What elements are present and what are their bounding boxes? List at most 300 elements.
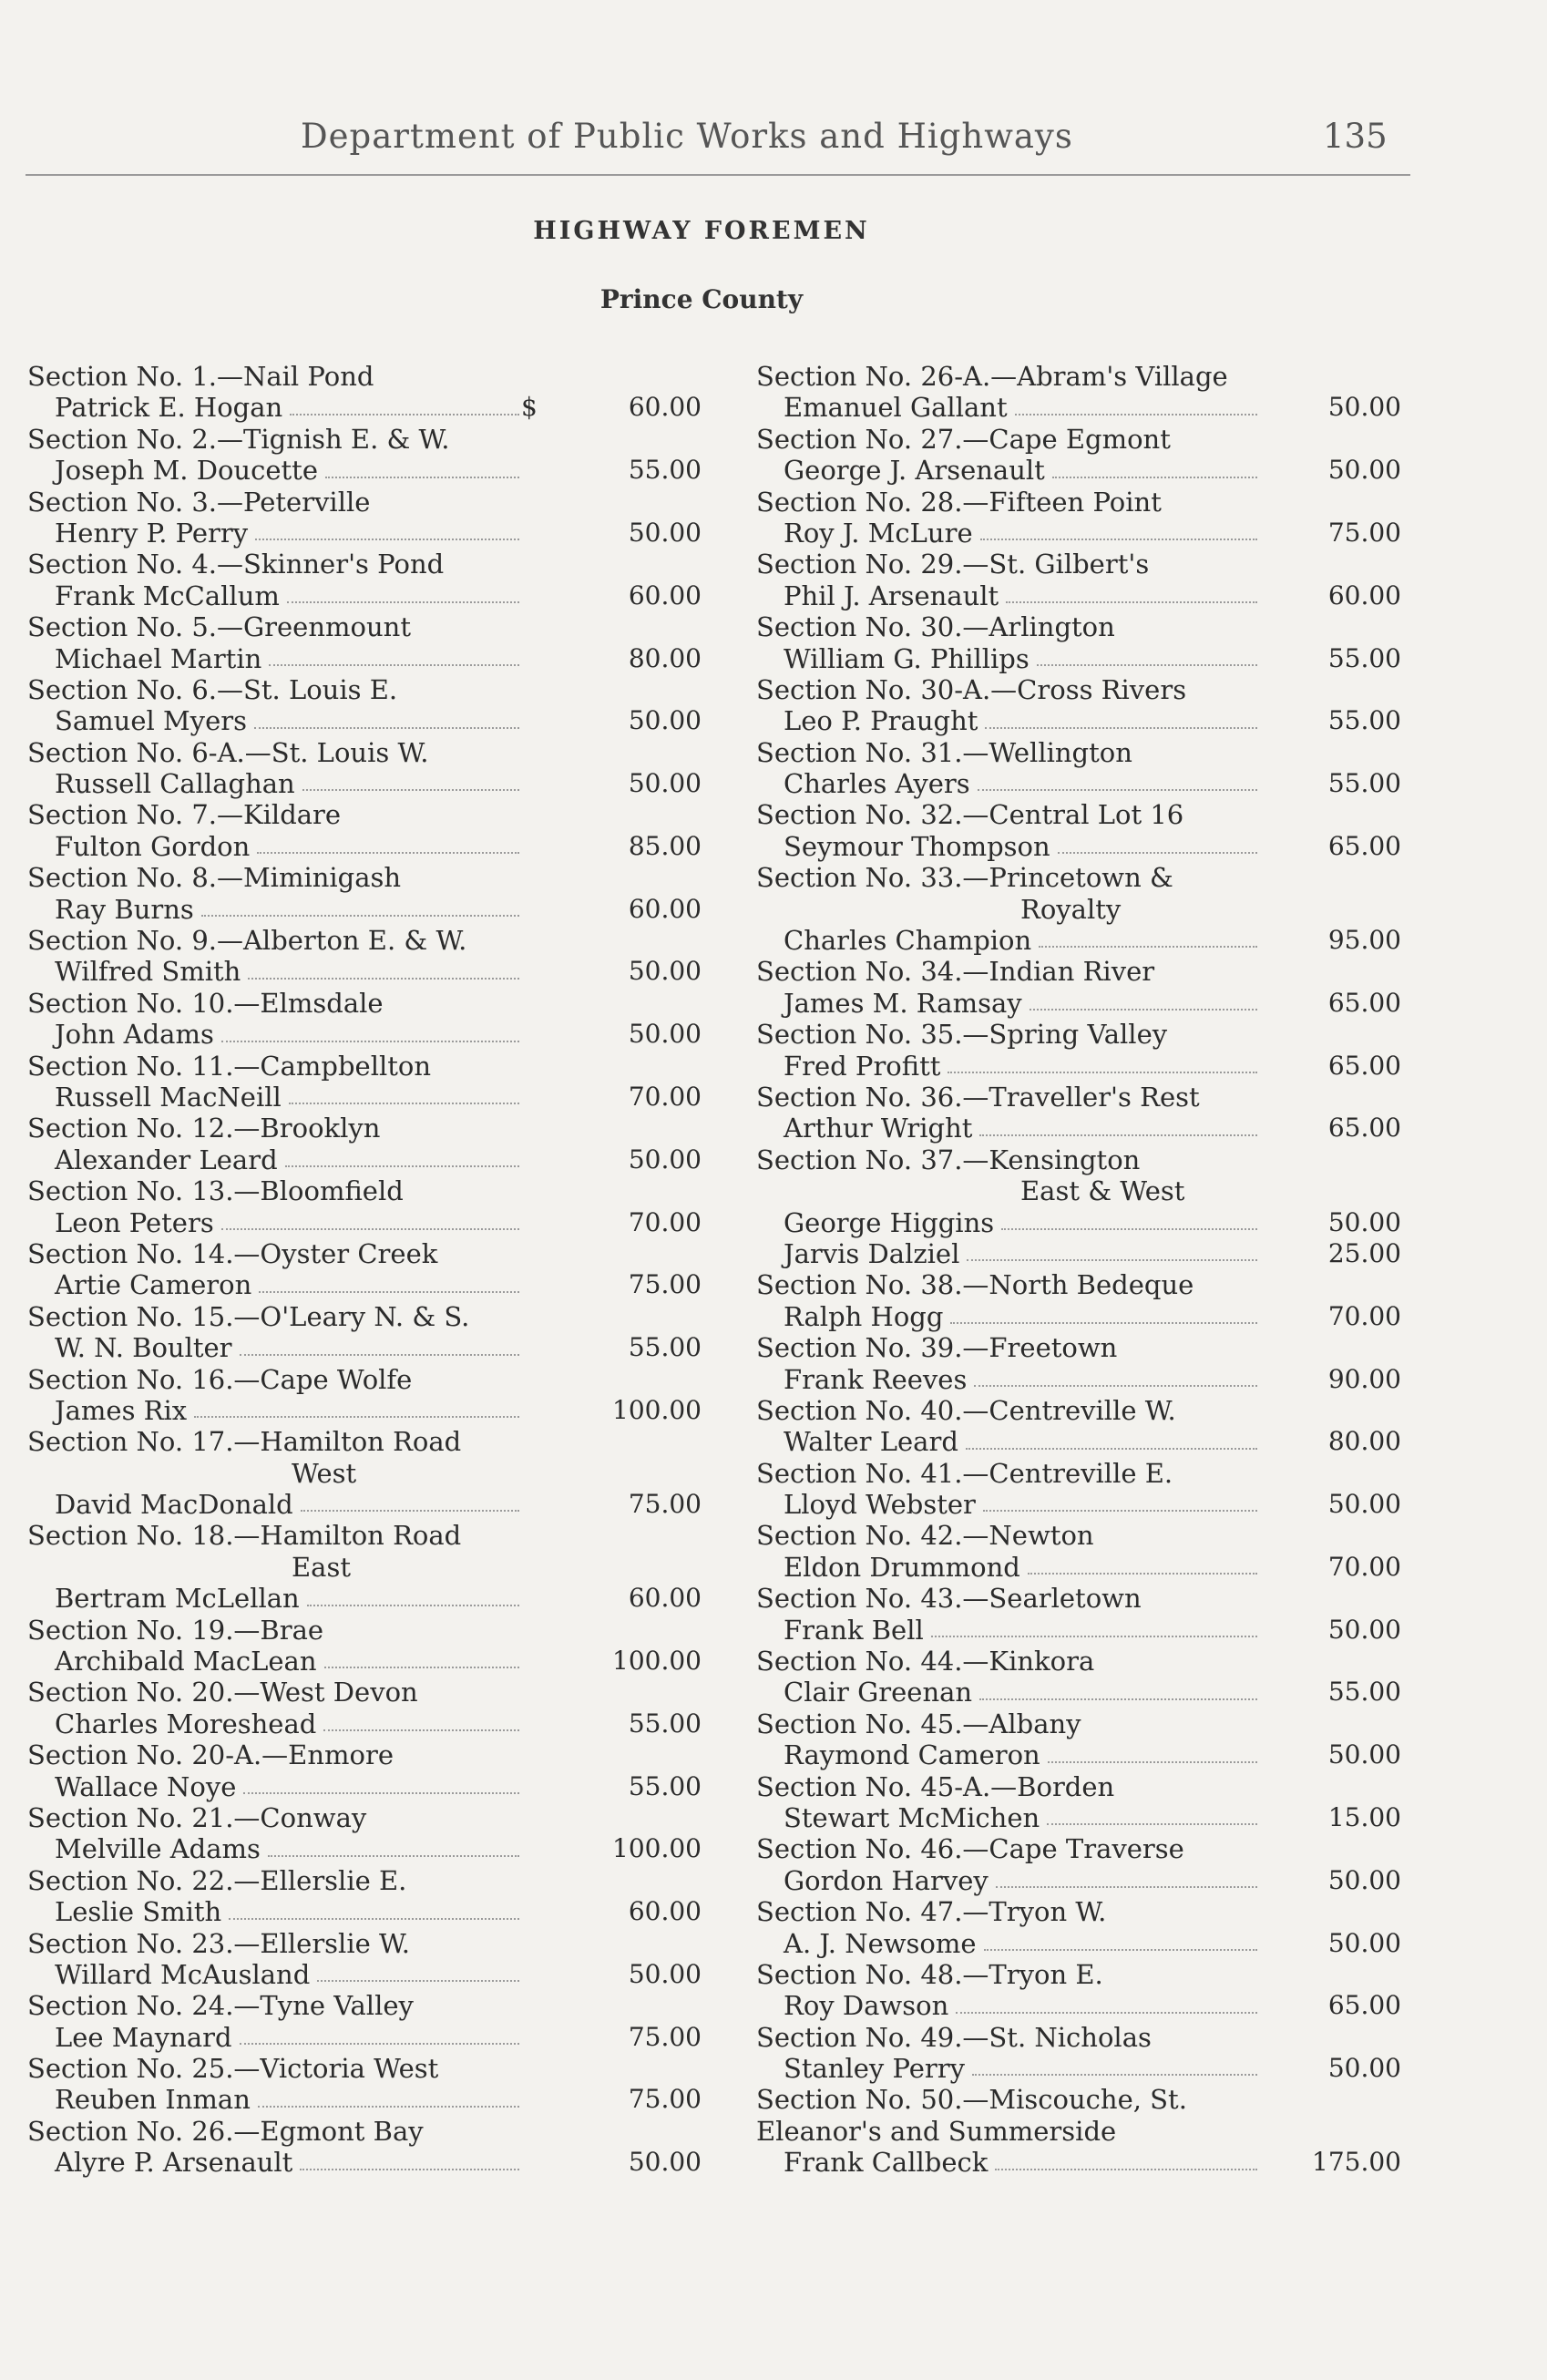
- section-heading: [756, 1646, 1421, 1677]
- section-label: Section No. 30.—Arlington: [756, 611, 1115, 643]
- section-label: Section No. 26.—Egmont Bay: [27, 2115, 424, 2147]
- wage-amount: 50.00: [628, 956, 702, 987]
- section-heading: [27, 1802, 702, 1833]
- foreman-row: [27, 1896, 702, 1927]
- foreman-name: Ray Burns: [55, 893, 194, 925]
- section-label: Section No. 7.—Kildare: [27, 799, 342, 831]
- section-title: HIGHWAY FOREMEN: [533, 217, 870, 245]
- foreman-row: [27, 643, 702, 674]
- wage-amount: 50.00: [1327, 455, 1401, 486]
- foreman-row: [756, 1426, 1421, 1457]
- section-label: Section No. 5.—Greenmount: [27, 611, 411, 643]
- foreman-row: [27, 1019, 702, 1050]
- wage-amount: 50.00: [628, 517, 702, 548]
- foreman-name: Alyre P. Arsenault: [55, 2147, 293, 2179]
- section-heading: [756, 1833, 1421, 1864]
- dot-leader: [956, 2012, 1257, 2014]
- foreman-row: [756, 1928, 1421, 1959]
- wage-amount: 70.00: [628, 1081, 702, 1112]
- dot-leader: [301, 1510, 519, 1512]
- section-heading: [27, 1928, 702, 1959]
- dot-leader: [1006, 601, 1257, 603]
- section-continuation: [756, 1175, 1421, 1206]
- section-heading: [27, 1051, 702, 1082]
- wage-amount: 50.00: [628, 705, 702, 736]
- foreman-name: Michael Martin: [55, 642, 262, 674]
- section-label: Section No. 15.—O'Leary N. & S.: [27, 1300, 470, 1332]
- section-label: Section No. 3.—Peterville: [27, 486, 371, 518]
- dot-leader: [307, 1605, 519, 1606]
- foreman-name: Walter Leard: [784, 1426, 958, 1458]
- section-heading: [756, 862, 1421, 893]
- foreman-row: [27, 1207, 702, 1238]
- foreman-name: Artie Cameron: [55, 1269, 252, 1301]
- foreman-row: [756, 925, 1421, 956]
- dot-leader: [1037, 664, 1257, 666]
- section-label: Section No. 20.—West Devon: [27, 1677, 418, 1708]
- section-label: Section No. 49.—St. Nicholas: [756, 2021, 1152, 2053]
- foreman-row: [756, 1990, 1421, 2021]
- foreman-name: Archibald MacLean: [55, 1646, 317, 1677]
- wage-amount: 55.00: [628, 455, 702, 486]
- dot-leader: [317, 1980, 519, 1982]
- wage-amount: 75.00: [1327, 517, 1401, 548]
- foreman-row: [756, 1301, 1421, 1332]
- foreman-name: Roy Dawson: [784, 1990, 949, 2022]
- section-label: Section No. 39.—Freetown: [756, 1332, 1118, 1364]
- dot-leader: [948, 1072, 1257, 1073]
- wage-amount: 50.00: [628, 768, 702, 799]
- dot-leader: [966, 1448, 1257, 1450]
- section-heading: [756, 1896, 1421, 1927]
- foreman-name: Jarvis Dalziel: [784, 1237, 960, 1269]
- foreman-name: David MacDonald: [55, 1489, 293, 1521]
- wage-amount: 65.00: [1327, 1050, 1401, 1081]
- dot-leader: [995, 2169, 1257, 2170]
- foreman-name: Reuben Inman: [55, 2084, 251, 2116]
- foreman-row: [27, 768, 702, 799]
- section-label: Section No. 2.—Tignish E. & W.: [27, 423, 450, 455]
- foreman-row: [756, 1113, 1421, 1144]
- foreman-row: [27, 2022, 702, 2053]
- foreman-row: [756, 705, 1421, 736]
- section-label: Section No. 1.—Nail Pond: [27, 361, 374, 392]
- section-heading: [756, 956, 1421, 987]
- wage-amount: 50.00: [628, 2147, 702, 2178]
- section-heading: [27, 988, 702, 1019]
- foreman-row: [27, 1332, 702, 1363]
- wage-amount: 55.00: [628, 1770, 702, 1801]
- foreman-name: Henry P. Perry: [55, 517, 249, 549]
- dot-leader: [1028, 1573, 1257, 1575]
- section-heading: [27, 1364, 702, 1395]
- wage-amount: 60.00: [628, 1583, 702, 1614]
- section-label: Section No. 4.—Skinner's Pond: [27, 549, 445, 580]
- foreman-row: [27, 1489, 702, 1520]
- wage-amount: 50.00: [1327, 1614, 1401, 1645]
- section-heading: [756, 2116, 1421, 2147]
- dot-leader: [221, 1228, 519, 1230]
- section-heading: [756, 1771, 1421, 1802]
- foreman-name: Alexander Leard: [55, 1144, 278, 1175]
- foreman-name: W. N. Boulter: [55, 1332, 232, 1364]
- foreman-name: Roy J. McLure: [784, 517, 973, 549]
- foreman-name: George Higgins: [784, 1206, 995, 1238]
- dot-leader: [323, 1729, 519, 1731]
- section-label: Section No. 25.—Victoria West: [27, 2053, 439, 2085]
- section-heading: [27, 799, 702, 830]
- section-heading: [756, 737, 1421, 768]
- foreman-name: Frank McCallum: [55, 580, 280, 611]
- wage-amount: 65.00: [1327, 1990, 1401, 2021]
- wage-amount: 60.00: [628, 392, 702, 423]
- dot-leader: [979, 1134, 1257, 1136]
- section-label: Section No. 19.—Brae: [27, 1614, 324, 1646]
- running-header: [0, 117, 1547, 162]
- section-label: Section No. 8.—Miminigash: [27, 862, 402, 894]
- wage-amount: 50.00: [1327, 1489, 1401, 1520]
- foreman-name: Arthur Wright: [784, 1113, 973, 1144]
- dot-leader: [194, 1416, 519, 1418]
- foreman-row: [27, 455, 702, 486]
- wage-amount: 50.00: [1327, 1206, 1401, 1237]
- section-heading: [27, 2053, 702, 2084]
- dot-leader: [258, 2106, 519, 2108]
- dot-leader: [285, 1165, 519, 1167]
- section-heading: [756, 2084, 1421, 2115]
- section-label: West: [292, 1457, 357, 1489]
- section-heading: [756, 1144, 1421, 1175]
- section-heading: [27, 674, 702, 705]
- section-label: Section No. 28.—Fifteen Point: [756, 486, 1162, 518]
- wage-amount: 50.00: [1327, 392, 1401, 423]
- foreman-name: Gordon Harvey: [784, 1864, 989, 1896]
- section-label: Section No. 9.—Alberton E. & W.: [27, 925, 467, 957]
- foreman-row: [27, 1833, 702, 1864]
- foreman-name: Samuel Myers: [55, 705, 247, 737]
- section-label: Section No. 45-A.—Borden: [756, 1770, 1115, 1802]
- section-label: Section No. 10.—Elmsdale: [27, 987, 384, 1019]
- wage-amount: 85.00: [628, 830, 702, 861]
- section-heading: [27, 1739, 702, 1770]
- foreman-row: [27, 1771, 702, 1802]
- dot-leader: [268, 1855, 519, 1857]
- section-heading: [27, 2116, 702, 2147]
- dot-leader: [1039, 946, 1257, 948]
- section-heading: [756, 1520, 1421, 1551]
- foreman-row: [27, 831, 702, 862]
- foreman-name: Eldon Drummond: [784, 1551, 1020, 1583]
- section-heading: [756, 1708, 1421, 1739]
- foreman-row: [27, 2147, 702, 2178]
- wage-amount: 50.00: [1327, 1739, 1401, 1770]
- section-heading: [27, 1677, 702, 1708]
- dot-leader: [1015, 414, 1257, 415]
- foreman-name: Fulton Gordon: [55, 830, 251, 862]
- section-heading: [756, 611, 1421, 642]
- running-title: Department of Public Works and Highways: [301, 117, 1073, 156]
- foreman-row: [756, 1051, 1421, 1082]
- dot-leader: [1030, 1009, 1257, 1010]
- wage-amount: 100.00: [612, 1394, 702, 1425]
- wage-amount: 100.00: [612, 1833, 702, 1864]
- foreman-row: [27, 1082, 702, 1113]
- foreman-name: Raymond Cameron: [784, 1739, 1040, 1771]
- section-label: Section No. 36.—Traveller's Rest: [756, 1081, 1200, 1113]
- dot-leader: [1058, 852, 1257, 854]
- foreman-row: [756, 1489, 1421, 1520]
- section-label: Section No. 21.—Conway: [27, 1801, 367, 1833]
- dot-leader: [243, 1792, 519, 1794]
- section-heading: [27, 1865, 702, 1896]
- section-label: Royalty: [1020, 893, 1122, 925]
- section-heading: [27, 925, 702, 956]
- section-heading: [27, 1175, 702, 1206]
- dot-leader: [974, 1385, 1257, 1387]
- section-heading: [27, 1113, 702, 1144]
- section-label: Section No. 26-A.—Abram's Village: [756, 361, 1228, 392]
- section-continuation: [756, 894, 1421, 925]
- foreman-row: [756, 1865, 1421, 1896]
- foreman-name: Russell MacNeill: [55, 1081, 282, 1113]
- section-label: Section No. 40.—Centreville W.: [756, 1394, 1176, 1426]
- dot-leader: [1001, 1228, 1257, 1230]
- dot-leader: [289, 1103, 519, 1104]
- dot-leader: [240, 2043, 519, 2045]
- wage-amount: 50.00: [1327, 1927, 1401, 1958]
- wage-amount: 60.00: [628, 1896, 702, 1927]
- section-label: Section No. 6-A.—St. Louis W.: [27, 736, 429, 768]
- dot-leader: [931, 1636, 1257, 1637]
- foreman-name: Wallace Noye: [55, 1770, 237, 1802]
- foreman-row: [27, 1583, 702, 1614]
- section-heading: [756, 799, 1421, 830]
- section-heading: [27, 424, 702, 455]
- section-label: Section No. 29.—St. Gilbert's: [756, 549, 1150, 580]
- foreman-row: [756, 518, 1421, 549]
- wage-amount: 60.00: [628, 580, 702, 610]
- foreman-row: [756, 643, 1421, 674]
- foreman-row: [27, 705, 702, 736]
- foreman-name: Stanley Perry: [784, 2053, 966, 2085]
- foreman-name: Phil J. Arsenault: [784, 580, 999, 611]
- foreman-name: Leo P. Praught: [784, 705, 978, 737]
- wage-amount: 55.00: [1327, 768, 1401, 799]
- section-heading: [27, 487, 702, 518]
- foreman-name: Seymour Thompson: [784, 830, 1050, 862]
- foreman-name: A. J. Newsome: [784, 1927, 977, 1959]
- wage-amount: 60.00: [628, 893, 702, 924]
- section-heading: [756, 1082, 1421, 1113]
- section-heading: [27, 1990, 702, 2021]
- wage-amount: 70.00: [1327, 1300, 1401, 1331]
- foreman-name: Lloyd Webster: [784, 1489, 976, 1521]
- section-label: Section No. 47.—Tryon W.: [756, 1896, 1107, 1928]
- section-label: Section No. 23.—Ellerslie W.: [27, 1927, 410, 1959]
- foreman-row: [756, 1238, 1421, 1269]
- section-heading: [756, 1458, 1421, 1489]
- foreman-row: [756, 1207, 1421, 1238]
- section-heading: [27, 1301, 702, 1332]
- section-label: Section No. 20-A.—Enmore: [27, 1739, 394, 1771]
- foreman-row: [756, 1615, 1421, 1646]
- section-label: Section No. 46.—Cape Traverse: [756, 1833, 1184, 1865]
- section-label: Section No. 6.—St. Louis E.: [27, 673, 398, 705]
- foreman-name: Lee Maynard: [55, 2021, 232, 2053]
- section-label: Section No. 32.—Central Lot 16: [756, 799, 1184, 831]
- wage-amount: 75.00: [628, 2084, 702, 2115]
- section-heading: [756, 1332, 1421, 1363]
- section-heading: [756, 549, 1421, 580]
- dot-leader: [269, 664, 519, 666]
- foreman-name: Leslie Smith: [55, 1896, 222, 1928]
- section-heading: [756, 361, 1421, 392]
- section-label: Section No. 13.—Bloomfield: [27, 1175, 404, 1207]
- section-label: Section No. 44.—Kinkora: [756, 1646, 1095, 1677]
- foreman-row: [756, 2053, 1421, 2084]
- section-heading: [756, 1269, 1421, 1300]
- section-heading: [756, 1583, 1421, 1614]
- section-heading: [27, 1238, 702, 1269]
- section-heading: [27, 1520, 702, 1551]
- dot-leader: [979, 1698, 1257, 1700]
- section-label: Section No. 30-A.—Cross Rivers: [756, 673, 1187, 705]
- left-column: [27, 361, 702, 2179]
- dot-leader: [300, 2169, 519, 2170]
- foreman-row: [27, 1708, 702, 1739]
- wage-amount: 55.00: [628, 1332, 702, 1363]
- section-heading: [27, 737, 702, 768]
- dot-leader: [980, 539, 1257, 540]
- dot-leader: [257, 852, 519, 854]
- wage-amount: 55.00: [1327, 705, 1401, 736]
- wage-amount: 55.00: [628, 1708, 702, 1739]
- foreman-row: [756, 1802, 1421, 1833]
- dot-leader: [287, 601, 519, 603]
- dot-leader: [302, 789, 519, 791]
- section-label: Section No. 22.—Ellerslie E.: [27, 1864, 407, 1896]
- foreman-name: Emanuel Gallant: [784, 392, 1008, 424]
- section-heading: [756, 1019, 1421, 1050]
- section-heading: [27, 1615, 702, 1646]
- dot-leader: [324, 1667, 519, 1668]
- section-label: Section No. 37.—Kensington: [756, 1144, 1141, 1175]
- foreman-row: [756, 768, 1421, 799]
- section-label: Section No. 38.—North Bedeque: [756, 1269, 1194, 1301]
- section-label: Section No. 11.—Campbellton: [27, 1050, 432, 1082]
- wage-amount: 70.00: [1327, 1551, 1401, 1582]
- foreman-row: [27, 580, 702, 611]
- foreman-row: [27, 1646, 702, 1677]
- wage-amount: 50.00: [628, 1019, 702, 1050]
- foreman-name: Ralph Hogg: [784, 1300, 944, 1332]
- section-label: Section No. 16.—Cape Wolfe: [27, 1363, 413, 1395]
- dot-leader: [1052, 477, 1257, 478]
- wage-amount: 50.00: [628, 1958, 702, 1989]
- section-label: Section No. 41.—Centreville E.: [756, 1457, 1173, 1489]
- section-label: Section No. 35.—Spring Valley: [756, 1019, 1168, 1051]
- foreman-row: [756, 1677, 1421, 1708]
- wage-amount: 75.00: [628, 1269, 702, 1300]
- foreman-name: Willard McAusland: [55, 1958, 311, 1990]
- section-heading: [756, 424, 1421, 455]
- foreman-row: [756, 1364, 1421, 1395]
- foreman-name: James M. Ramsay: [784, 987, 1022, 1019]
- page-number: 135: [1323, 117, 1388, 156]
- dot-leader: [259, 1291, 519, 1293]
- dot-leader: [1048, 1761, 1257, 1763]
- section-heading: [756, 1959, 1421, 1990]
- foreman-name: Russell Callaghan: [55, 768, 295, 800]
- wage-amount: 95.00: [1327, 925, 1401, 956]
- foreman-name: John Adams: [55, 1019, 214, 1051]
- foreman-name: William G. Phillips: [784, 642, 1030, 674]
- wage-amount: 55.00: [1327, 1677, 1401, 1708]
- foreman-name: Joseph M. Doucette: [55, 455, 318, 487]
- section-heading: [27, 1426, 702, 1457]
- section-label: Section No. 34.—Indian River: [756, 956, 1155, 988]
- wage-amount: 80.00: [628, 642, 702, 673]
- foreman-row: [27, 2084, 702, 2115]
- section-continuation: [27, 1458, 702, 1489]
- section-heading: [756, 2022, 1421, 2053]
- dot-leader: [325, 477, 519, 478]
- foreman-row: [756, 2147, 1421, 2178]
- section-label: Section No. 17.—Hamilton Road: [27, 1426, 462, 1458]
- foreman-row: [756, 1552, 1421, 1583]
- section-heading: [27, 862, 702, 893]
- wage-amount: 70.00: [628, 1206, 702, 1237]
- foreman-name: Leon Peters: [55, 1206, 214, 1238]
- dot-leader: [978, 789, 1257, 791]
- section-label: Section No. 18.—Hamilton Road: [27, 1520, 462, 1552]
- foreman-name: George J. Arsenault: [784, 455, 1045, 487]
- section-label: East: [292, 1551, 351, 1583]
- foreman-name: Melville Adams: [55, 1833, 261, 1865]
- section-label: Section No. 33.—Princetown &: [756, 862, 1173, 894]
- wage-amount: 90.00: [1327, 1363, 1401, 1394]
- foreman-name: Fred Profitt: [784, 1050, 941, 1082]
- foreman-row: [756, 1739, 1421, 1770]
- foreman-row: [756, 580, 1421, 611]
- section-label: Section No. 48.—Tryon E.: [756, 1958, 1103, 1990]
- foreman-name: Frank Callbeck: [784, 2147, 989, 2179]
- foreman-name: Frank Bell: [784, 1614, 924, 1646]
- wage-amount: 50.00: [1327, 1864, 1401, 1895]
- wage-amount: 55.00: [1327, 642, 1401, 673]
- dot-leader: [248, 978, 519, 980]
- section-label: Section No. 24.—Tyne Valley: [27, 1990, 414, 2022]
- dot-leader: [254, 727, 519, 729]
- wage-amount: 50.00: [628, 1144, 702, 1175]
- section-label: Section No. 50.—Miscouche, St.: [756, 2084, 1187, 2116]
- dot-leader: [201, 915, 519, 917]
- wage-amount: 80.00: [1327, 1426, 1401, 1457]
- section-label: East & West: [1020, 1175, 1185, 1207]
- foreman-name: Frank Reeves: [784, 1363, 968, 1395]
- dot-leader: [985, 727, 1257, 729]
- section-heading: [27, 549, 702, 580]
- foreman-row: [27, 518, 702, 549]
- wage-amount: 50.00: [1327, 2053, 1401, 2084]
- section-label: Section No. 45.—Albany: [756, 1708, 1081, 1739]
- county-title: Prince County: [599, 284, 804, 314]
- wage-amount: 65.00: [1327, 987, 1401, 1018]
- foreman-name: Patrick E. Hogan: [55, 392, 283, 424]
- header-rule: [26, 174, 1410, 176]
- wage-amount: 25.00: [1327, 1237, 1401, 1268]
- wage-amount: 100.00: [612, 1646, 702, 1677]
